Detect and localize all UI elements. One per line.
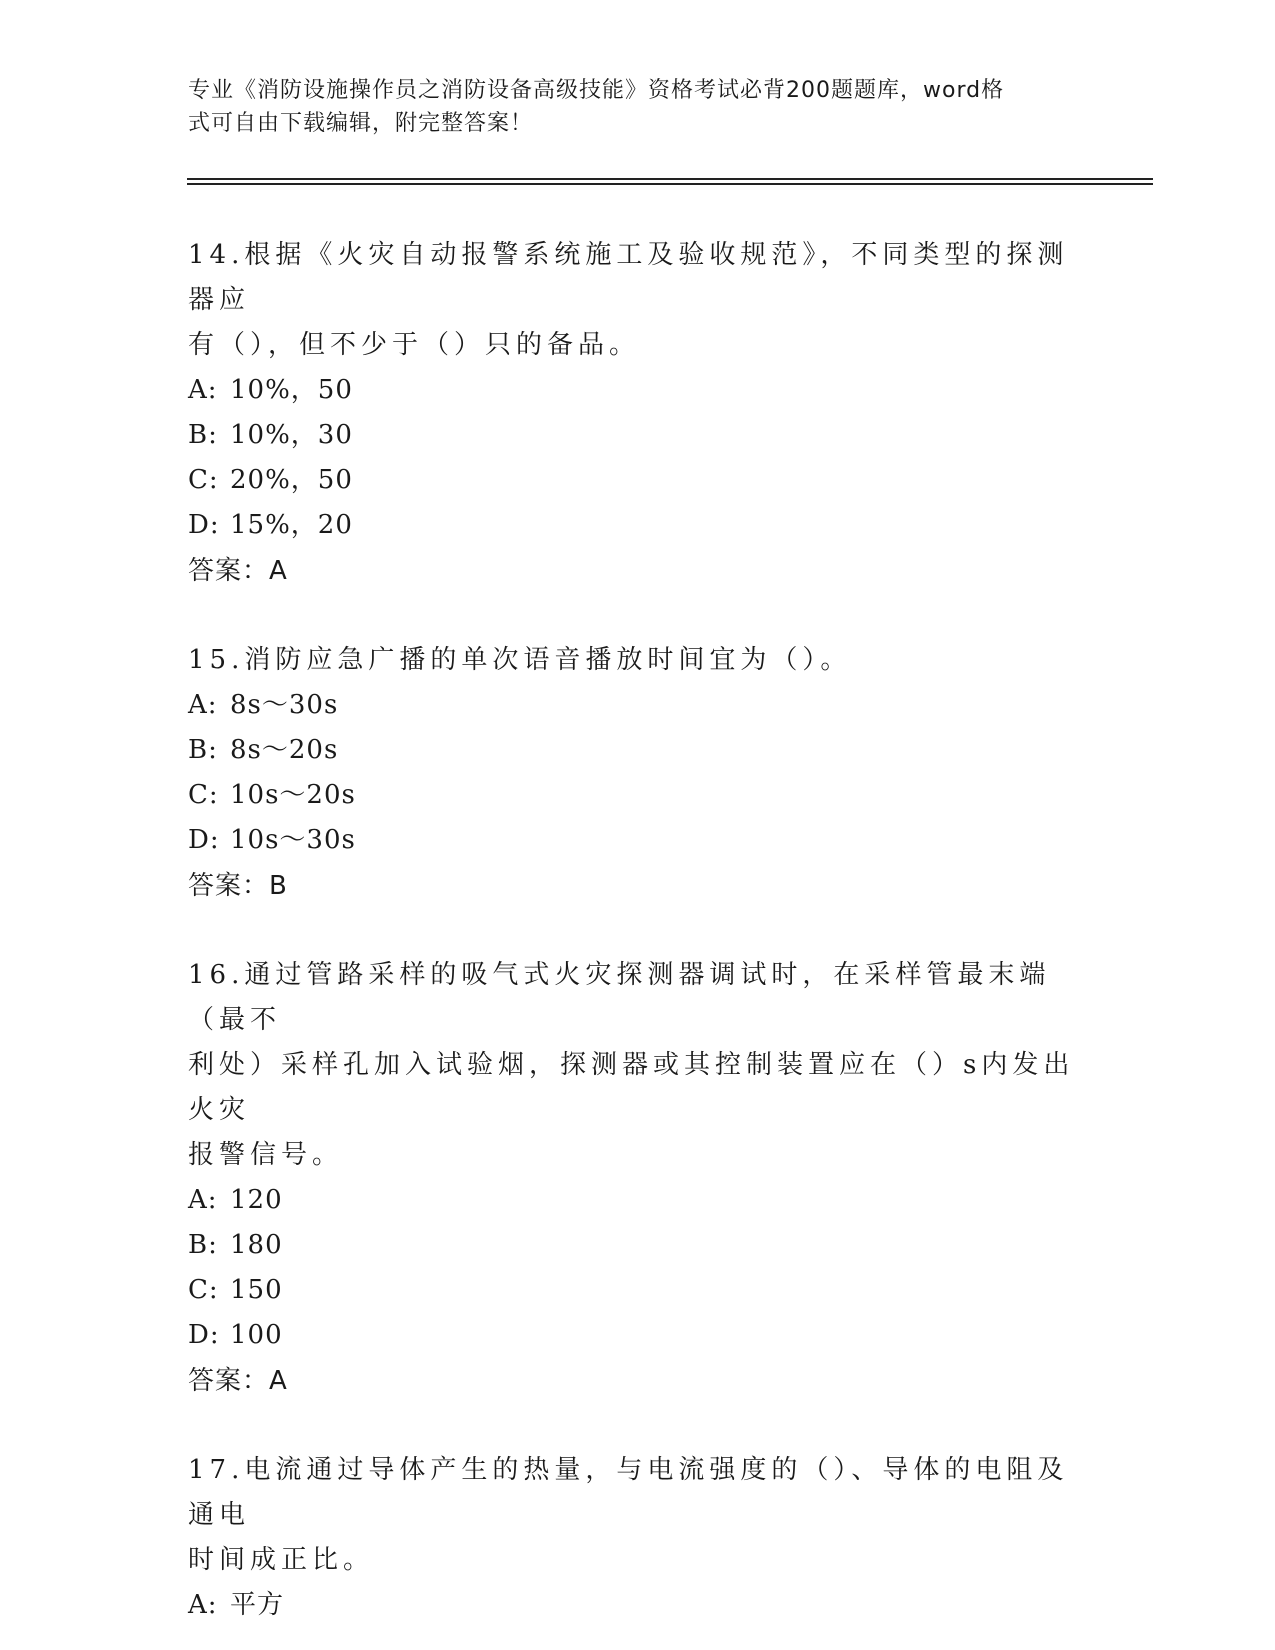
option-d <box>188 503 1088 548</box>
question-stem <box>188 1448 1088 1583</box>
option-text: 15%，20 <box>230 510 353 540</box>
question-stem <box>188 233 1088 368</box>
question-stem-line: 利处）采样孔加入试验烟，探测器或其控制装置应在（）s内发出火灾 <box>188 1050 1075 1125</box>
answer-label: 答案：A <box>188 1366 288 1396</box>
option-letter: C: <box>188 1275 219 1305</box>
option-letter: B: <box>188 1230 218 1260</box>
spacer <box>188 1404 1088 1448</box>
option-text: 100 <box>230 1320 283 1350</box>
option-text: 8s～30s <box>230 690 339 720</box>
answer-label: 答案：A <box>188 556 288 586</box>
question-stem-line: 14.根据《火灾自动报警系统施工及验收规范》，不同类型的探测器应 <box>188 240 1069 315</box>
question-17 <box>188 1448 1088 1628</box>
option-letter: A: <box>188 1185 218 1215</box>
option-letter: D: <box>188 1320 220 1350</box>
option-b <box>188 413 1088 458</box>
option-a <box>188 1583 1088 1628</box>
option-d <box>188 818 1088 863</box>
document-header <box>188 74 1068 140</box>
question-14 <box>188 233 1088 594</box>
option-letter: A: <box>188 690 218 720</box>
option-text: 120 <box>230 1185 283 1215</box>
option-c <box>188 773 1088 818</box>
question-stem-line: 17.电流通过导体产生的热量，与电流强度的（）、导体的电阻及通电 <box>188 1455 1069 1530</box>
answer-label: 答案：B <box>188 871 288 901</box>
option-text: 180 <box>230 1230 283 1260</box>
header-line-2: 式可自由下载编辑，附完整答案！ <box>188 111 534 136</box>
option-b <box>188 1223 1088 1268</box>
option-text: 10%，50 <box>230 375 353 405</box>
option-letter: B: <box>188 420 218 450</box>
question-stem-line: 16.通过管路采样的吸气式火灾探测器调试时，在采样管最末端（最不 <box>188 960 1051 1035</box>
option-text: 8s～20s <box>230 735 339 765</box>
option-letter: D: <box>188 510 220 540</box>
header-divider-top <box>187 178 1153 180</box>
option-a <box>188 683 1088 728</box>
spacer <box>188 909 1088 953</box>
option-text: 20%，50 <box>230 465 353 495</box>
option-a <box>188 1178 1088 1223</box>
option-text: 150 <box>230 1275 283 1305</box>
option-d <box>188 1313 1088 1358</box>
question-stem-line: 报警信号。 <box>188 1140 344 1170</box>
question-stem-line: 15.消防应急广播的单次语音播放时间宜为（）。 <box>188 645 852 675</box>
option-text: 10%，30 <box>230 420 353 450</box>
question-stem-line: 有（），但不少于（）只的备品。 <box>188 330 641 360</box>
option-letter: C: <box>188 465 219 495</box>
spacer <box>188 594 1088 638</box>
question-stem <box>188 638 1088 683</box>
question-15 <box>188 638 1088 909</box>
option-text: 10s～20s <box>230 780 356 810</box>
option-letter: C: <box>188 780 219 810</box>
question-stem-line: 时间成正比。 <box>188 1545 375 1575</box>
header-line-1: 专业《消防设施操作员之消防设备高级技能》资格考试必背200题题库，word格 <box>188 78 1005 103</box>
option-c <box>188 1268 1088 1313</box>
option-letter: B: <box>188 735 218 765</box>
option-letter: D: <box>188 825 220 855</box>
option-text: 平方 <box>230 1590 285 1620</box>
option-b <box>188 728 1088 773</box>
option-a <box>188 368 1088 413</box>
question-stem <box>188 953 1088 1178</box>
option-text: 10s～30s <box>230 825 356 855</box>
option-letter: A: <box>188 375 218 405</box>
question-list <box>188 233 1088 1628</box>
question-16 <box>188 953 1088 1404</box>
option-letter: A: <box>188 1590 218 1620</box>
header-divider-bottom <box>187 183 1153 185</box>
option-c <box>188 458 1088 503</box>
